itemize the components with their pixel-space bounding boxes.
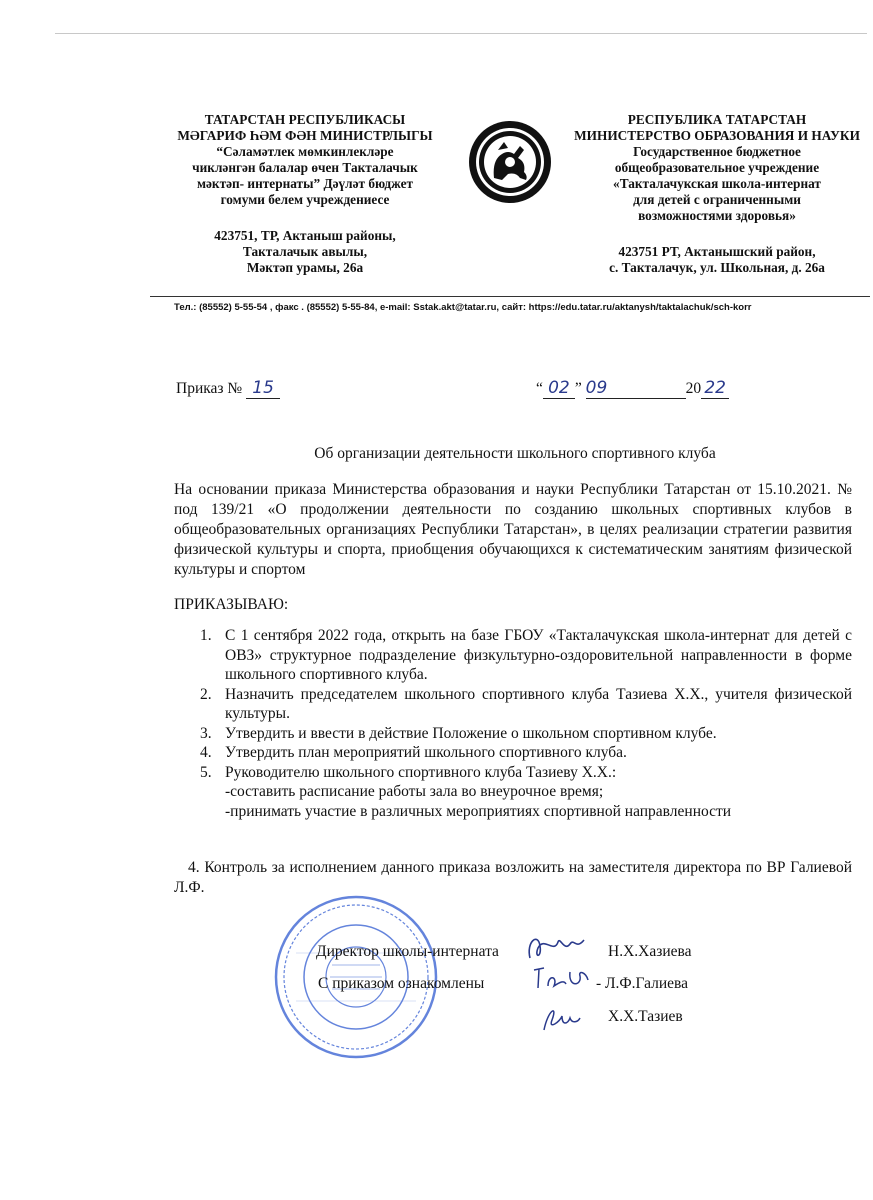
header-left-line: мәктәп- интернаты” Дәүләт бюджет <box>196 176 414 191</box>
order-date: “ 02 ” 09 20 22 <box>536 378 729 399</box>
list-item <box>200 743 852 763</box>
header-left-address: Мәктәп урамы, 26а <box>246 260 364 275</box>
preamble: На основании приказа Министерства образования и науки Республики Татарстан от 15.10.2021. № под 139/21 «О продолжении деятельности по созданию школьных спортивных клубов в общеобразовательных организациях Республики Татарстан», в целях реализации стратегии развития физической культуры и спорта, приобщения обучающихся к систематическим занятиям физической культуры и спортом <box>174 481 852 578</box>
list-item-text: Назначить председателем школьного спортивного клуба Тазиева Х.Х., учителя физической культуры. <box>225 685 852 722</box>
list-item-number: 5. <box>200 763 212 781</box>
header-left-line: МӘГАРИФ ҺӘМ ФӘН МИНИСТРЛЫГЫ <box>177 128 433 143</box>
document-title: Об организации деятельности школьного спортивного клуба <box>314 445 716 462</box>
header-left-line: “Сәламәтлек мөмкинлекләре <box>216 144 394 159</box>
decree-word: ПРИКАЗЫВАЮ: <box>174 596 289 613</box>
header-left-address: Такталачык авылы, <box>242 244 368 259</box>
deputy-signature-icon <box>530 962 596 994</box>
acquainted-name-1: - Л.Ф.Галиева <box>596 975 689 992</box>
control-clause: 4. Контроль за исполнением данного приказа возложить на заместителя директора по ВР Галиевой Л.Ф. <box>174 859 852 896</box>
order-day: 02 <box>543 378 575 399</box>
header-right-line: РЕСПУБЛИКА ТАТАРСТАН <box>627 112 807 127</box>
director-name: Н.Х.Хазиева <box>608 943 692 960</box>
list-item-text: Утвердить план мероприятий школьного спортивного клуба. <box>225 744 627 761</box>
header-left-line: гомуми белем учреждениесе <box>220 192 390 207</box>
header-left-address: 423751, ТР, Актаныш районы, <box>214 228 396 243</box>
header-right-line: Государственное бюджетное <box>633 144 801 159</box>
header-right-address: 423751 РТ, Актанышский район, <box>618 244 816 259</box>
list-item-number: 4. <box>200 744 212 761</box>
teacher-signature-icon <box>538 1000 584 1036</box>
order-number <box>176 378 280 399</box>
header-right-line: МИНИСТЕРСТВО ОБРАЗОВАНИЯ И НАУКИ <box>574 128 860 143</box>
list-item <box>200 626 852 685</box>
contacts-line: Тел.: (85552) 5-55-54 , факс . (85552) 5-55-84, e-mail: Sstak.akt@tatar.ru, сайт: https://edu.tatar.ru/aktanysh/taktalachuk/sch-korr <box>174 302 752 313</box>
list-item-text: Утвердить и ввести в действие Положение о школьном спортивном клубе. <box>225 724 717 742</box>
list-item <box>200 763 852 783</box>
order-year-suffix: 22 <box>701 378 729 399</box>
header-right-line: для детей с ограниченными <box>633 192 801 207</box>
subitem: -принимать участие в различных мероприятиях спортивной направленности <box>225 802 732 820</box>
scan-edge-line <box>55 33 867 34</box>
header-right-address: с. Такталачук, ул. Школьная, д. 26а <box>609 260 825 275</box>
header-left-line: ТАТАРСТАН РЕСПУБЛИКАСЫ <box>204 112 406 127</box>
acquainted-name-2: Х.Х.Тазиев <box>608 1008 683 1025</box>
director-label: Директор школы-интерната <box>316 943 499 960</box>
subitem: -составить расписание работы зала во внеурочное время; <box>225 783 604 800</box>
header-right-line: «Такталачукская школа-интернат <box>613 176 821 191</box>
header-left-line: чикләнгән балалар өчен Такталачык <box>192 160 418 175</box>
director-signature-icon <box>524 928 594 964</box>
header-right-line: возможностями здоровья» <box>638 208 796 223</box>
header-right-line: общеобразовательное учреждение <box>614 160 820 175</box>
order-year-prefix: 20 <box>685 380 702 397</box>
header-left <box>150 112 460 276</box>
list-item-number: 3. <box>200 724 212 742</box>
order-label: Приказ № <box>176 380 243 397</box>
order-items <box>200 626 852 821</box>
list-item-text: С 1 сентября 2022 года, открыть на базе ГБОУ «Такталачукская школа-интернат для детей с ОВЗ» структурное подразделение физкультурно-оздоровительной направленности в форме школьного спортивного клуба. <box>225 627 852 683</box>
list-item <box>200 724 852 744</box>
acquainted-label: С приказом ознакомлены <box>318 975 485 992</box>
list-item <box>200 685 852 724</box>
list-item-number: 1. <box>200 627 212 644</box>
coat-of-arms-icon <box>468 120 552 204</box>
order-month: 09 <box>586 378 686 399</box>
order-number-value: 15 <box>246 378 280 399</box>
header-divider <box>150 296 870 297</box>
list-item-number: 2. <box>200 685 212 703</box>
list-item-text: Руководителю школьного спортивного клуба Тазиеву Х.Х.: <box>225 763 617 781</box>
header-right <box>562 112 872 276</box>
